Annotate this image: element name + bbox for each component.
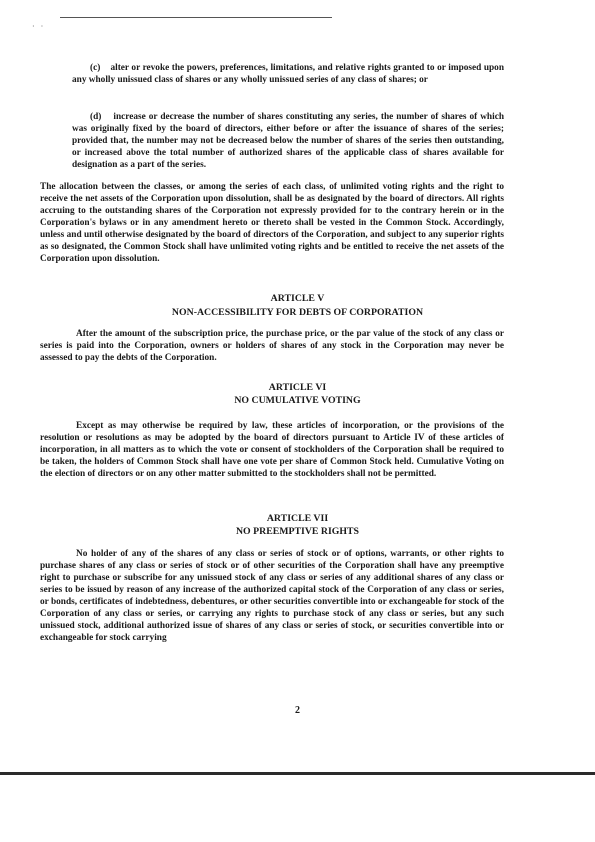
clause-c: (c) alter or revoke the powers, preferences, limitations, and relative rights granted to or imposed upon any wholly unissued class of shares or any wholly unissued series of any class of shares; or (72, 63, 504, 85)
page-number: 2 (295, 705, 300, 716)
article-v-body: After the amount of the subscription price, the purchase price, or the par value of the stock of any class or series is paid into the Corporation, owners or holders of shares of any stock in the Corporation may never be assessed to pay the debts of the Corporation. (40, 329, 504, 363)
clause-d: (d) increase or decrease the number of shares constituting any series, the number of shares of which was originally fixed by the board of directors, either before or after the issuance of shares of the series; provided that, the number may not be decreased below the number of shares of the series then outstanding, or increased above the total number of authorized shares of the applicable class of shares available for designation as a part of the series. (72, 112, 504, 170)
article-vi-body: Except as may otherwise be required by law, these articles of incorporation, or the provisions of the resolution or resolutions as may be adopted by the board of directors pursuant to Article IV of these articles of incorporation, in all matters as to which the vote or consent of stockholders of the Corporation shall be required to be taken, the holders of Common Stock shall have one vote per share of Common Stock held. Cumulative Voting on the election of directors or on any other matter submitted to the stockholders shall not be permitted. (40, 421, 504, 479)
top-rule (60, 17, 332, 18)
article-vii-body: No holder of any of the shares of any class or series of stock or of options, warrants, or other rights to purchase shares of any class or series of stock or of other securities of the Corporation shall have any preemptive right to purchase or subscribe for any unissued stock of any class or series of any additional shares of any class or series to be issued by reason of any increase of the authorized capital stock of the Corporation of any class or series, or bonds, certificates of indebtedness, debentures, or other securities convertible into or exchangeable for stock of the Corporation of any class or series, or carrying any rights to purchase stock of any class or series, but any such unissued stock, additional authorized issue of shares of any class or series of stock, or securities convertible into or exchangeable for stock carrying (40, 549, 504, 643)
bottom-rule (0, 772, 595, 775)
article-vi-number: ARTICLE VI (268, 382, 327, 393)
article-vi-title: NO CUMULATIVE VOTING (234, 395, 361, 406)
scan-speck: · · (32, 22, 46, 31)
article-vii-number: ARTICLE VII (266, 513, 329, 524)
article-v-number: ARTICLE V (270, 293, 325, 304)
article-vii-title: NO PREEMPTIVE RIGHTS (235, 526, 360, 537)
allocation-paragraph: The allocation between the classes, or among the series of each class, of unlimited voting rights and the right to receive the net assets of the Corporation upon dissolution, shall be as designated by the board of directors. All rights accruing to the outstanding shares of the Corporation not expressly provided for to the contrary herein or in the Corporation's bylaws or in any amendment hereto or thereto shall be vested in the Common Stock. Accordingly, unless and until otherwise designated by the board of directors of the Corporation, and subject to any superior rights as so designated, the Common Stock shall have unlimited voting rights and be entitled to receive the net assets of the Corporation upon dissolution. (40, 182, 504, 264)
article-v-title: NON-ACCESSIBILITY FOR DEBTS OF CORPORATION (171, 307, 424, 318)
